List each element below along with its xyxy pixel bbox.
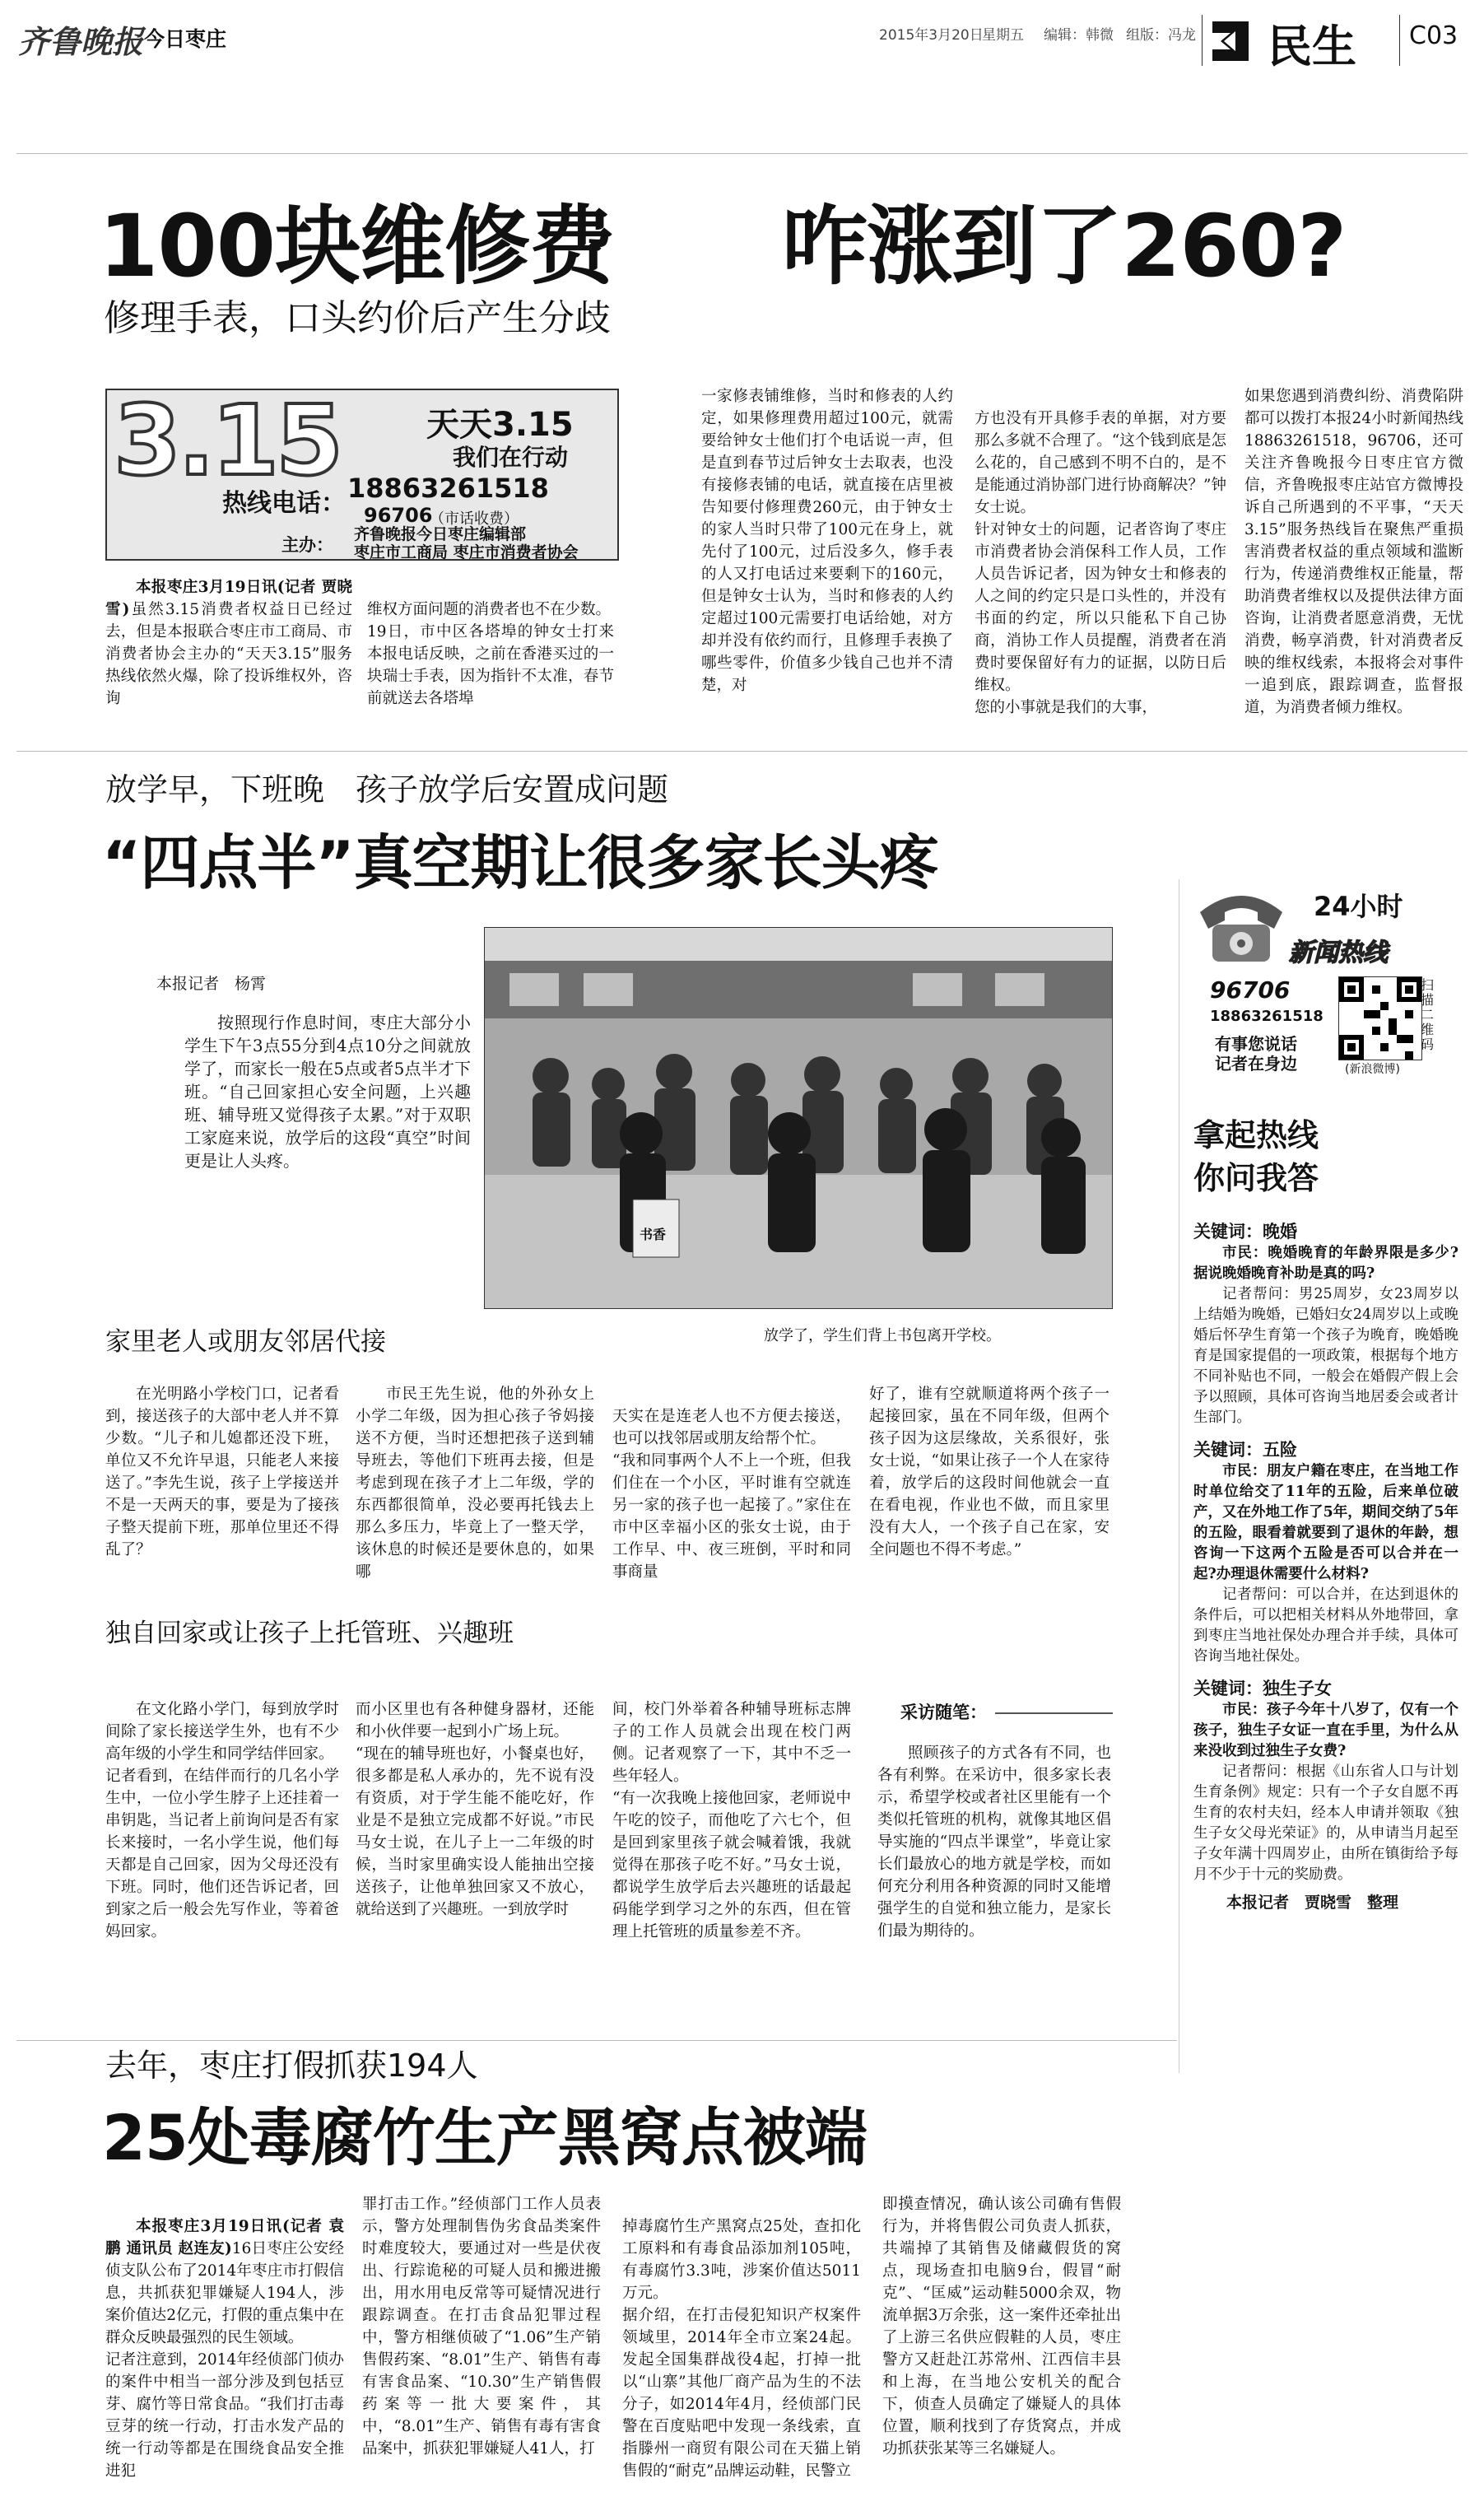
banner-hotline-label: 热线电话： [222,489,346,518]
story1-dateline: 本报枣庄3月19日讯(记者 贾晓雪) [105,579,352,618]
masthead [0,0,1484,82]
banner-phone-2-note: （市话收费） [430,510,519,528]
story2-kicker: 放学早，下班晚 孩子放学后安置成问题 [105,771,669,808]
story2-headline: “四点半”真空期让很多家长头疼 [102,828,938,897]
qa-column [1193,1210,1458,2058]
qa-item-1 [1193,1218,1458,1428]
photo-caption: 放学了，学生们背上书包离开学校。 [764,1327,1001,1344]
story2-s1-col4: 好了，谁有空就顺道将两个孩子一起接回家，虽在不同年级，但两个孩子因为这层缘故，关系很好，张女士说，“如果让孩子一个人在家待着，放学后的这段时间他就会一直在看电视，作业也不做，而且家里没有大人，一个孩子自己在家，安全问题也不得不考虑。” [869,1386,1110,1558]
qa-credit: 本报记者 贾晓雪 整理 [1226,1894,1399,1912]
qr-code-icon[interactable] [1338,976,1422,1060]
qr-label: 扫描二维码 [1421,977,1435,1052]
story2-s1-col2: 市民王先生说，他的外孙女上小学二年级，因为担心孩子爷妈接送不方便，当时还想把孩子送到辅导班去，等他们下班再去接，但是考虑到现在孩子才上二年级，学的东西都很简单，没必要再托钱去上那么多压力，毕竟上了一整天学，该休息的时候还是要休息的，如果哪 [356,1386,594,1581]
qa-keyword-2: 关键词：五险 [1193,1440,1297,1460]
story1-column-5b: 如果您遇到消费纠纷、消费陷阱都可以拨打本报24小时新闻热线18863261518，96706，还可关注齐鲁晚报今日枣庄官方微信，齐鲁晚报枣庄站官方微博投诉自己所遇到的不平事，“天天3.15”服务热线旨在聚焦严重损害消费者权益的重点领域和滥断行为，传递消费维权正能量，帮助消费者维权以及提供法律方面咨询，让消费者愿意消费，无忧消费，畅享消费，针对消费者反映的维权线索，本报将会对事件一追到底，跟踪调查，监督报道，为消费者倾力维权。 [1244,388,1463,716]
note-text: 照顾孩子的方式各有不同，也各有利弊。在采访中，很多家长表示，希望学校或者社区里能有一个类似托管班的机构，就像其地区倡导实施的“四点半课堂”，毕竟让家长们最放心的地方就是学校，而如何充分利用各种资源的同时又能增强学生的自觉和独立能力，是家长们最为期待的。 [877,1745,1111,1940]
story2-s2-col3: 间，校门外举着各种辅导班标志牌子的工作人员就会出现在校门两侧。记者观察了一下，其中不乏一些年轻人。 “有一次我晚上接他回家，老师说中午吃的饺子，而他吃了六七个，但是回到家里孩子就会喊着饿，我就觉得在那孩子吃不好。”马女士说，都说学生放学后去兴趣班的话最起码能学到学习之外的东西，但在管理上托管班的质量参差不齐。 [612,1701,851,1940]
hotline-mobile: 18863261518 [1210,1008,1324,1025]
story1-column-3: 一家修表铺维修，当时和修表的人约定，如果修理费用超过100元，就需要给钟女士他们打个电话说一声，但是直到春节过后钟女士去取表，也没有接修表铺的电话，就直接在店里被告知要付修理费260元，由于钟女士的家人当时只带了100元在身上，就先付了100元，过后没多久，修手表的人又打电话过来要剩下的160元，但是钟女士认为，当时和修表的人约定超过100元需要打电话给她，对方却并没有依约而行，且修理手表换了哪些零件，价值多少钱自己也并不清楚，对 [701,388,953,694]
banner-phone-1: 18863261518 [347,473,549,504]
story2-s1-col3: 天实在是连老人也不方便去接送，也可以找邻居或朋友给帮个忙。 “我和同事两个人不上一个班，但我们住在一个小区，平时谁有空就连另一家的孩子也一起接了。”家住在市中区幸福小区的张女士说，由于工作早、中、夜三班倒，平时和同事商量 [612,1408,851,1581]
banner-slogan-1: 天天3.15 [426,406,574,444]
paper-name: 齐鲁晚报 [18,23,144,60]
reporter-note-box [876,1703,1113,2027]
story2-byline: 本报记者 杨霄 [156,975,267,993]
story3-col2: 罪打击工作。”经侦部门工作人员表示，警方处理制售伪劣食品类案件时难度较大，要通过对一些是伏夜出、行踪诡秘的可疑人员和搬进搬出，用水用电反常等可疑情况进行跟踪调查。在打击食品犯罪过程中，警方相继侦破了“1.06”生产销售假药案、“8.01”生产、销售有毒有害食品案、“10.30”生产销售假药案等一批大要案件，其中，“8.01”生产、销售有毒有害食品案中，抓获犯罪嫌疑人41人，打 [362,2196,601,2457]
section-title: 民生 [1268,21,1356,72]
banner-sponsor-label: 主办： [281,535,333,555]
story2-lede: 按照现行作息时间，枣庄大部分小学生下午3点55分到4点10分之间就放学了，而家长一般在5点或者5点半才下班。“自己回家担心安全问题，上兴趣班、辅导班又觉得孩子太累。”对于双职工家庭来说，放学后的这段“真空”时间更是让人头疼。 [184,1013,471,1171]
section2-title: 独自回家或让孩子上托管班、兴趣班 [105,1619,514,1648]
banner-sponsor-1: 齐鲁晚报今日枣庄编辑部 [354,525,527,543]
hotline-title-1: 24小时 [1314,891,1403,922]
banner-sponsor-2: 枣庄市工商局 枣庄市消费者协会 [354,543,579,561]
story1-column-2: 维权方面问题的消费者也不在少数。 19日，市中区各塔埠的钟女士打来本报电话反映，之前在香港买过的一块瑞士手表，因为指针不太准，春节前就送去各塔埠 [367,601,614,707]
consumer-hotline-banner [105,389,619,561]
edition-name: 今日枣庄 [144,27,227,51]
qa-title-1: 拿起热线 [1193,1117,1319,1153]
news-hotline-box [1192,879,1473,1077]
story1-column-1: 本报枣庄3月19日讯(记者 贾晓雪)虽然3.15消费者权益日已经过去，但是本报联合枣庄市工商局、市消费者协会主办的“天天3.15”服务热线依然火爆，除了投诉维权外，咨询 [105,579,352,707]
hotline-slogan-2: 记者在身边 [1215,1054,1297,1074]
telephone-icon [1192,879,1291,978]
section1-title: 家里老人或朋友邻居代接 [105,1327,386,1357]
issue-date: 2015年3月20日 [879,27,984,44]
story3-kicker: 去年，枣庄打假抓获194人 [105,2047,478,2084]
page-number: C03 [1409,21,1458,50]
banner-phone-2: 96706 [364,504,433,527]
section-arrow-icon [1212,21,1249,61]
layout-credit: 组版：冯龙 [1126,27,1196,44]
story1-column-4: 方也没有开具修手表的单据，对方要那么多就不合理了。“这个钱到底是怎么花的，自己感到不明不白的，是不是能通过消协部门进行协商解决？”钟女士说。 针对钟女士的问题，记者咨询了枣庄市消费者协会消保科工作人员，工作人员告诉记者，因为钟女士和修表的人之间的约定只是口头性的，并没有书面的约定，所以只能私下自己协商，消协工作人员提醒，消费者在消费时要保留好有力的证据，以防日后维权。 您的小事就是我们的大事， [975,410,1226,716]
hotline-title-2: 新闻热线 [1289,939,1388,967]
story2-s2-col1: 在文化路小学门，每到放学时间除了家长接送学生外，也有不少高年级的小学生和同学结伴回家。 记者看到，在结伴而行的几名小学生中，一位小学生脖子上还挂着一串钥匙，当记者上前询问是否有家长来接时，一名小学生说，他们每天都是自己回家，因为父母还没有下班。同时，他们还告诉记者，回到家之后一般会先写作业，等着爸妈回家。 [105,1701,339,1940]
qa-title-2: 你问我答 [1193,1160,1319,1196]
story3-col4: 即摸查情况，确认该公司确有售假行为，并将售假公司负责人抓获，共端掉了其销售及储藏假货的窝点，现场查扣电脑9台，假冒“耐克”、“匡威”运动鞋5000余双，物流单据3万余张，这一案件还牵扯出了上游三名供应假鞋的人员，枣庄警方又赶赴江苏常州、江西信丰县和上海，在当地公安机关的配合下，侦查人员确定了嫌疑人的具体位置，顺利找到了存货窝点，并成功抓获张某等三名嫌疑人。 [882,2196,1121,2457]
story2-s2-col2: 而小区里也有各种健身器材，还能和小伙伴要一起到小广场上玩。 “现在的辅导班也好，小餐桌也好，很多都是私人承办的，先不说有没有资质，对于学生能不能吃好，作业是不是独立完成都不好说。”市民马女士说，在儿子上一二年级的时候，当时家里确实设人能抽出空接送孩子，让他单独回家又不放心，就给送到了兴趣班。一到放学时 [356,1701,594,1918]
qa-keyword-1: 关键词：晚婚 [1193,1222,1297,1242]
school-dismissal-photo [484,927,1113,1309]
editor-credit: 编辑：韩微 [1044,27,1114,44]
bag-label: 书香 [640,1227,667,1242]
qa-answer-3: 记者帮问：根据《山东省人口与计划生育条例》规定：只有一个子女自愿不再生育的农村夫妇，经本人申请并领取《独生子女父母光荣证》的，从申请当月起至子女年满十四周岁止，由所在镇街给予每月不少于十元的奖励费。 [1193,1763,1458,1883]
qa-keyword-3: 关键词：独生子女 [1193,1679,1332,1698]
story1-subhead: 修理手表，口头约价后产生分歧 [104,297,611,339]
qa-answer-1: 记者帮问：男25周岁，女23周岁以上结婚为晚婚，已婚妇女24周岁以上或晚婚后怀孕生育第一个孩子为晚育，晚婚晚育是国家提倡的一项政策，根据每个地方不同补贴也不同，一般会在婚假产假上会予以照顾，具体可咨询当地居委会或者计生部门。 [1193,1286,1458,1426]
story2-s1-col1: 在光明路小学校门口，记者看到，接送孩子的大部中老人并不算少数。“儿子和儿媳都还没下班，单位又不允许早退，只能老人来接送了。”李先生说，孩子上学接送并不是一天两天的事，要是为了接孩子整天提前下班，那单位里还不得乱了？ [105,1386,339,1558]
story1-headline-a: 100块维修费 [99,196,615,296]
story1-headline-b: 咋涨到了260? [782,196,1347,296]
story3-headline: 25处毒腐竹生产黑窝点被端 [102,2101,867,2174]
banner-slogan-2: 我们在行动 [453,444,569,471]
qa-item-2 [1193,1437,1458,1667]
qa-question-1: 市民：晚婚晚育的年龄界限是多少?据说晚婚晚育补助是真的吗? [1193,1245,1458,1282]
hotline-slogan-1: 有事您说话 [1215,1034,1297,1054]
qa-question-3: 市民：孩子今年十八岁了，仅有一个孩子，独生子女证一直在手里，为什么从来没收到过独生子女费? [1193,1702,1458,1759]
note-title: 采访随笔： [876,1699,995,1724]
qa-answer-2: 记者帮问：可以合并，在达到退休的条件后，可以把相关材料从外地带回，拿到枣庄当地社保处办理合并手续，具体可咨询当地社保处。 [1193,1586,1458,1665]
qa-item-3 [1193,1675,1458,1885]
story3-dateline: 本报枣庄3月19日讯(记者 袁鹏 通讯员 赵连友) [105,2218,344,2257]
story3-col3: 掉毒腐竹生产黑窝点25处，查扣化工原料和有毒食品添加剂105吨，有毒腐竹3.3吨，涉案价值达5011万元。 据介绍，在打击侵犯知识产权案件领域里，2014年全市立案24起。发起全国集群战役4起，打掉一批以“山寨”其他厂商产品为生的不法分子，如2014年4月，经侦部门民警在百度贴吧中发现一条线索，直指滕州一商贸有限公司在天猫上销售假的“耐克”品牌运动鞋，民警立 [622,2218,861,2480]
story3-col1: 本报枣庄3月19日讯(记者 袁鹏 通讯员 赵连友)16日枣庄公安经侦支队公布了2014年枣庄市打假信息，共抓获犯罪嫌疑人194人，涉案价值达2亿元，打假的重点集中在群众反映最强烈的民生领域。 记者注意到，2014年经侦部门侦办的案件中相当一部分涉及到包括豆芽、腐竹等日常食品。“我们打击毒豆芽的统一行动，打击水发产品的统一行动等都是在围绕食品安全推进犯 [105,2218,344,2480]
qr-sub-label: (新浪微博) [1345,1063,1400,1076]
qa-question-2: 市民：朋友户籍在枣庄，在当地工作时单位给交了11年的五险，后来单位破产，又在外地工作了5年，期间交纳了5年的五险，眼看着就要到了退休的年龄，想咨询一下这两个五险是否可以合并在一起?办理退休需要什么材料? [1193,1463,1458,1582]
issue-weekday: 星期五 [982,27,1024,44]
banner-big-label: 3.15 [114,389,341,497]
hotline-number: 96706 [1210,976,1291,1004]
